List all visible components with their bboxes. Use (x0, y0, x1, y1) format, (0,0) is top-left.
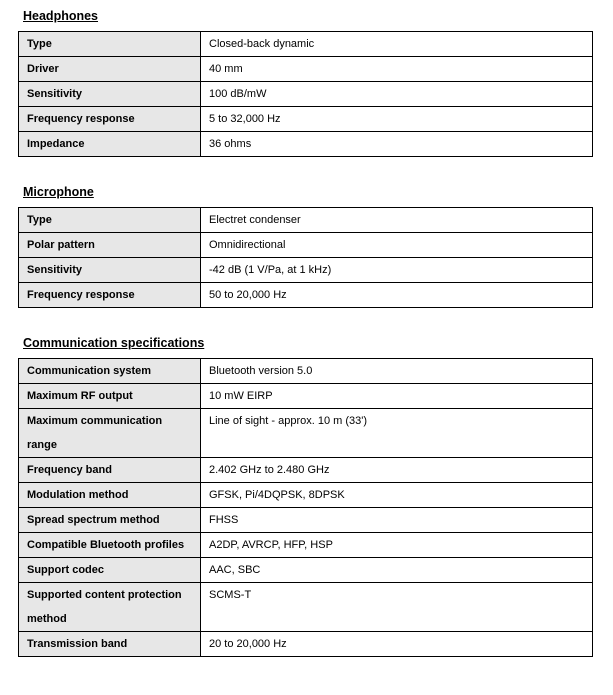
section-title: Microphone (23, 185, 94, 199)
spec-label: Frequency response (19, 283, 201, 308)
spec-row (19, 508, 593, 533)
spec-row (19, 258, 593, 283)
spec-row (19, 359, 593, 384)
spec-value: 50 to 20,000 Hz (201, 283, 593, 308)
sections-container (18, 8, 593, 657)
spec-value: 20 to 20,000 Hz (201, 632, 593, 657)
spec-value: 2.402 GHz to 2.480 GHz (201, 458, 593, 483)
spec-value: A2DP, AVRCP, HFP, HSP (201, 533, 593, 558)
spec-value: AAC, SBC (201, 558, 593, 583)
spec-row (19, 57, 593, 82)
spec-value: SCMS-T (201, 583, 593, 632)
spec-value: Bluetooth version 5.0 (201, 359, 593, 384)
spec-label: Polar pattern (19, 233, 201, 258)
spec-row (19, 384, 593, 409)
spec-row (19, 483, 593, 508)
spec-row (19, 208, 593, 233)
spec-section (18, 335, 593, 657)
spec-label: Frequency response (19, 107, 201, 132)
spec-value: FHSS (201, 508, 593, 533)
spec-label: Type (19, 32, 201, 57)
spec-value: 10 mW EIRP (201, 384, 593, 409)
spec-table (18, 207, 593, 308)
spec-label: Maximum RF output (19, 384, 201, 409)
spec-label: Support codec (19, 558, 201, 583)
spec-table-body (19, 359, 593, 657)
spec-label: Spread spectrum method (19, 508, 201, 533)
spec-table (18, 31, 593, 157)
spec-label: Sensitivity (19, 258, 201, 283)
spec-label: Transmission band (19, 632, 201, 657)
spec-row (19, 583, 593, 632)
spec-row (19, 632, 593, 657)
spec-label: Frequency band (19, 458, 201, 483)
spec-value: 5 to 32,000 Hz (201, 107, 593, 132)
spec-row (19, 409, 593, 458)
spec-label: Communication system (19, 359, 201, 384)
spec-label: Sensitivity (19, 82, 201, 107)
spec-row (19, 107, 593, 132)
spec-row (19, 283, 593, 308)
spec-row (19, 82, 593, 107)
spec-value: 100 dB/mW (201, 82, 593, 107)
spec-label: Compatible Bluetooth profiles (19, 533, 201, 558)
spec-value: 40 mm (201, 57, 593, 82)
spec-value: Omnidirectional (201, 233, 593, 258)
spec-row (19, 558, 593, 583)
spec-row (19, 533, 593, 558)
spec-section (18, 8, 593, 157)
spec-label: Type (19, 208, 201, 233)
spec-label: Driver (19, 57, 201, 82)
spec-table-body (19, 32, 593, 157)
spec-value: Closed-back dynamic (201, 32, 593, 57)
spec-row (19, 32, 593, 57)
spec-value: GFSK, Pi/4DQPSK, 8DPSK (201, 483, 593, 508)
spec-label: Maximum communication range (19, 409, 201, 458)
section-title: Headphones (23, 9, 99, 23)
spec-value: 36 ohms (201, 132, 593, 157)
spec-label: Impedance (19, 132, 201, 157)
section-title: Communication specifications (23, 336, 205, 350)
spec-label: Modulation method (19, 483, 201, 508)
spec-value: Electret condenser (201, 208, 593, 233)
spec-table-body (19, 208, 593, 308)
spec-table (18, 358, 593, 657)
spec-value: Line of sight - approx. 10 m (33') (201, 409, 593, 458)
spec-row (19, 132, 593, 157)
spec-row (19, 458, 593, 483)
spec-section (18, 184, 593, 308)
spec-row (19, 233, 593, 258)
spec-label: Supported content protection method (19, 583, 201, 632)
spec-value: -42 dB (1 V/Pa, at 1 kHz) (201, 258, 593, 283)
